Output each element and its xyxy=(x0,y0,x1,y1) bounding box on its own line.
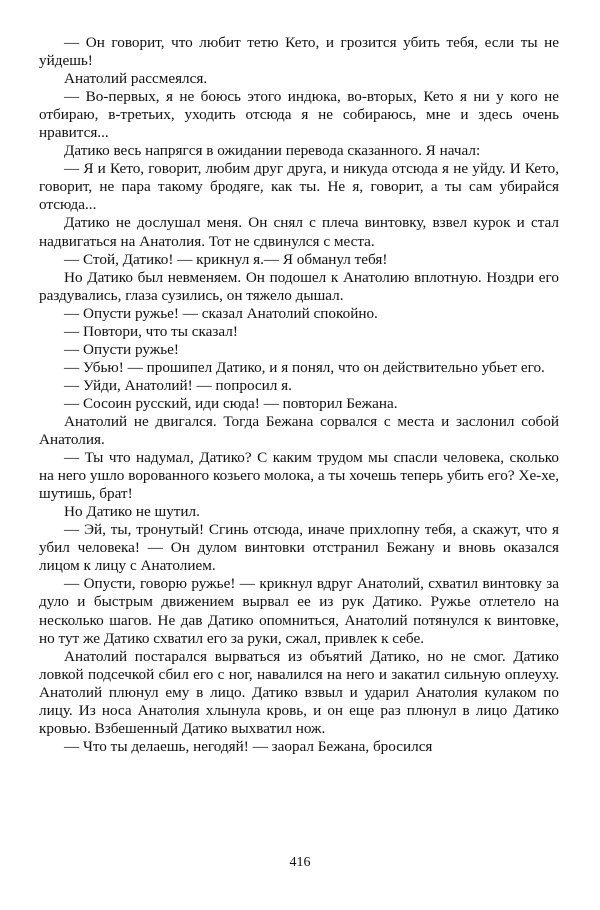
paragraph: — Опусти ружье! xyxy=(64,340,179,358)
paragraph: — Сосоин русский, иди сюда! — повторил Бежана. xyxy=(64,394,398,412)
paragraph: — Во-первых, я не боюсь этого индюка, во-вторых, Кето я ни у кого не отбираю, в-третьих, уходить отсюда я не собираюсь, мне и здесь очень нравится... xyxy=(39,88,559,142)
paragraph: Анатолий рассмеялся. xyxy=(64,70,208,88)
paragraph: — Опусти, говорю ружье! — крикнул вдруг Анатолий, схватил винтовку за дуло и быстрым движением вырвал ее из рук Датико. Ружье отлетело на несколько шагов. Не дав Датико опомниться, Анатолий потянулся к винтовке, но тут же Датико схватил его за руки, сжал, привлек к себе. xyxy=(39,575,559,647)
paragraph: Но Датико был невменяем. Он подошел к Анатолию вплотную. Ноздри его раздувались, глаза сузились, он тяжело дышал. xyxy=(39,268,559,304)
page-number: 416 xyxy=(289,855,311,870)
paragraph: — Убью! — прошипел Датико, и я понял, что он действительно убьет его. xyxy=(64,358,545,376)
paragraph: — Стой, Датико! — крикнул я.— Я обманул тебя! xyxy=(64,250,388,268)
paragraph: — Повтори, что ты сказал! xyxy=(64,322,238,340)
paragraph: — Опусти ружье! — сказал Анатолий спокойно. xyxy=(64,304,378,322)
paragraph: Анатолий постарался вырваться из объятий Датико, но не смог. Датико ловкой подсечкой сбил его с ног, навалился на него и закатил сильную оплеуху. Анатолий плюнул ему в лицо. Датико взвыл и ударил Анатолия кулаком по лицу. Из носа Анатолия хлынула кровь, и он еще раз плюнул в лицо Датико кровью. Взбешенный Датико выхватил нож. xyxy=(39,647,559,737)
paragraph: — Эй, ты, тронутый! Сгинь отсюда, иначе прихлопну тебя, а скажут, что я убил человека! — Он дулом винтовки отстранил Бежану и вновь оказался лицом к лицу с Анатолием. xyxy=(39,521,559,575)
paragraph: Но Датико не шутил. xyxy=(64,503,200,521)
paragraph: Датико не дослушал меня. Он снял с плеча винтовку, взвел курок и стал надвигаться на Анатолия. Тот не сдвинулся с места. xyxy=(39,214,559,250)
page-body-text xyxy=(39,34,559,756)
paragraph: Анатолий не двигался. Тогда Бежана сорвался с места и заслонил собой Анатолия. xyxy=(39,412,559,449)
paragraph: — Он говорит, что любит тетю Кето, и грозится убить тебя, если ты не уйдешь! xyxy=(39,34,559,70)
paragraph: — Ты что надумал, Датико? С каким трудом мы спасли человека, сколько на него ушло ворованного козьего молока, а ты хочешь теперь убить его? Хе-хе, шутишь, брат! xyxy=(39,449,559,503)
paragraph: — Уйди, Анатолий! — попросил я. xyxy=(64,376,292,394)
paragraph: — Я и Кето, говорит, любим друг друга, и никуда отсюда я не уйду. И Кето, говорит, не пара такому бродяге, как ты. Не я, говорит, а ты сам убирайся отсюда... xyxy=(39,160,559,214)
paragraph: Датико весь напрягся в ожидании перевода сказанного. Я начал: xyxy=(64,142,481,160)
paragraph: — Что ты делаешь, негодяй! — заорал Бежана, бросился xyxy=(64,737,433,755)
